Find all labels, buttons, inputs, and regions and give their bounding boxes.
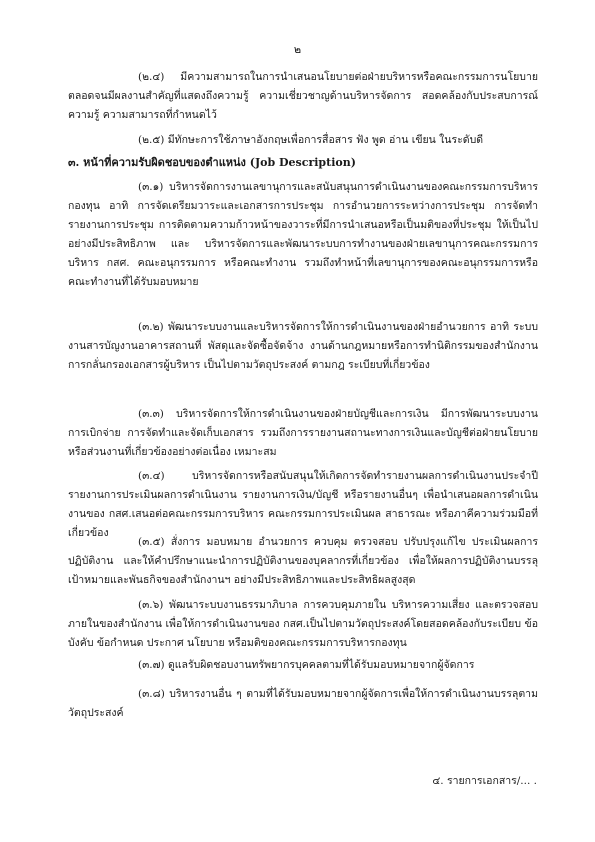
- paragraph-2-5: (๒.๕) มีทักษะการใช้ภาษาอังกฤษเพื่อการสื่อสาร ฟัง พูด อ่าน เขียน ในระดับดี: [138, 134, 484, 146]
- continuation-note: ๔. รายการเอกสาร/... .: [432, 775, 537, 787]
- paragraph-2-4: (๒.๔) มีความสามารถในการนำเสนอนโยบายต่อฝ่ายบริหารหรือคณะกรรมการนโยบาย ตลอดจนมีผลงานสำคัญที่แสดงถึงความรู้ ความเชี่ยวชาญด้านบริหารจัดการ สอดคล้องกับประสบการณ์ ความรู้ ความสามารถที่กำหนดไว้: [68, 71, 538, 121]
- paragraph-3-7: (๓.๗) ดูแลรับผิดชอบงานทรัพยากรบุคคลตามที่ได้รับมอบหมายจากผู้จัดการ: [138, 659, 475, 671]
- paragraph-3-6: (๓.๖) พัฒนาระบบงานธรรมาภิบาล การควบคุมภายใน บริหารความเสี่ยง และตรวจสอบภายในของสำนักงาน เพื่อให้การดำเนินงานของ กสศ.เป็นไปตามวัตถุประสงค์โดยสอดคล้องกับระเบียบ ข้อบังคับ ข้อกำหนด ประกาศ นโยบาย หรือมติของคณะกรรมการบริหารกองทุน: [68, 599, 538, 649]
- paragraph-3-8: (๓.๘) บริหารงานอื่น ๆ ตามที่ได้รับมอบหมายจากผู้จัดการเพื่อให้การดำเนินงานบรรลุตามวัตถุประสงค์: [68, 688, 538, 719]
- section-heading-3: ๓. หน้าที่ความรับผิดชอบของตำแหน่ง (Job Description): [68, 156, 356, 169]
- page-number: ๒: [293, 43, 302, 56]
- paragraph-3-4: (๓.๔) บริหารจัดการหรือสนับสนุนให้เกิดการจัดทำรายงานผลการดำเนินงานประจำปี รายงานการประเมินผลการดำเนินงาน รายงานการเงิน/บัญชี หรือรายงานอื่นๆ เพื่อนำเสนอผลการดำเนินงานของ กสศ.เสนอต่อคณะกรรมการบริหาร คณะกรรมการประเมินผล สาธารณะ หรือภาคีความร่วมมือที่เกี่ยวข้อง: [68, 470, 538, 539]
- paragraph-3-1: (๓.๑) บริหารจัดการงานเลขานุการและสนับสนุนการดำเนินงานของคณะกรรมการบริหารกองทุน อาทิ การจัดเตรียมวาระและเอกสารการประชุม การอำนวยการระหว่างการประชุม การจัดทำรายงานการประชุม การติดตามความก้าวหน้าของวาระที่มีการนำเสนอหรือเป็นมติของที่ประชุม ให้เป็นไปอย่างมีประสิทธิภาพ และ บริหารจัดการและพัฒนาระบบการทำงานของฝ่ายเลขานุการคณะกรรมการบริหาร กสศ. คณะอนุกรรมการ หรือคณะทำงาน รวมถึงทำหน้าที่เลขานุการของคณะอนุกรรมการหรือคณะทำงานที่ได้รับมอบหมาย: [68, 181, 538, 288]
- paragraph-3-2: (๓.๒) พัฒนาระบบงานและบริหารจัดการให้การดำเนินงานของฝ่ายอำนวยการ อาทิ ระบบงานสารบัญงานอาคารสถานที่ พัสดุและจัดซื้อจัดจ้าง งานด้านกฎหมายหรือการทำนิติกรรมของสำนักงาน การกลั่นกรองเอกสารผู้บริหาร เป็นไปตามวัตถุประสงค์ ตามกฎ ระเบียบที่เกี่ยวข้อง: [68, 321, 538, 371]
- paragraph-3-3: (๓.๓) บริหารจัดการให้การดำเนินงานของฝ่ายบัญชีและการเงิน มีการพัฒนาระบบงาน การเบิกจ่าย การจัดทำและจัดเก็บเอกสาร รวมถึงการรายงานสถานะทางการเงินและบัญชีต่อฝ่ายนโยบายหรือส่วนงานที่เกี่ยวข้องอย่างต่อเนื่อง เหมาะสม: [68, 408, 538, 458]
- paragraph-3-5: (๓.๕) สั่งการ มอบหมาย อำนวยการ ควบคุม ตรวจสอบ ปรับปรุงแก้ไข ประเมินผลการปฏิบัติงาน และให้คำปรึกษาแนะนำการปฏิบัติงานของบุคลากรที่เกี่ยวข้อง เพื่อให้ผลการปฏิบัติงานบรรลุเป้าหมายและพันธกิจของสำนักงานฯ อย่างมีประสิทธิภาพและประสิทธิผลสูงสุด: [68, 536, 538, 586]
